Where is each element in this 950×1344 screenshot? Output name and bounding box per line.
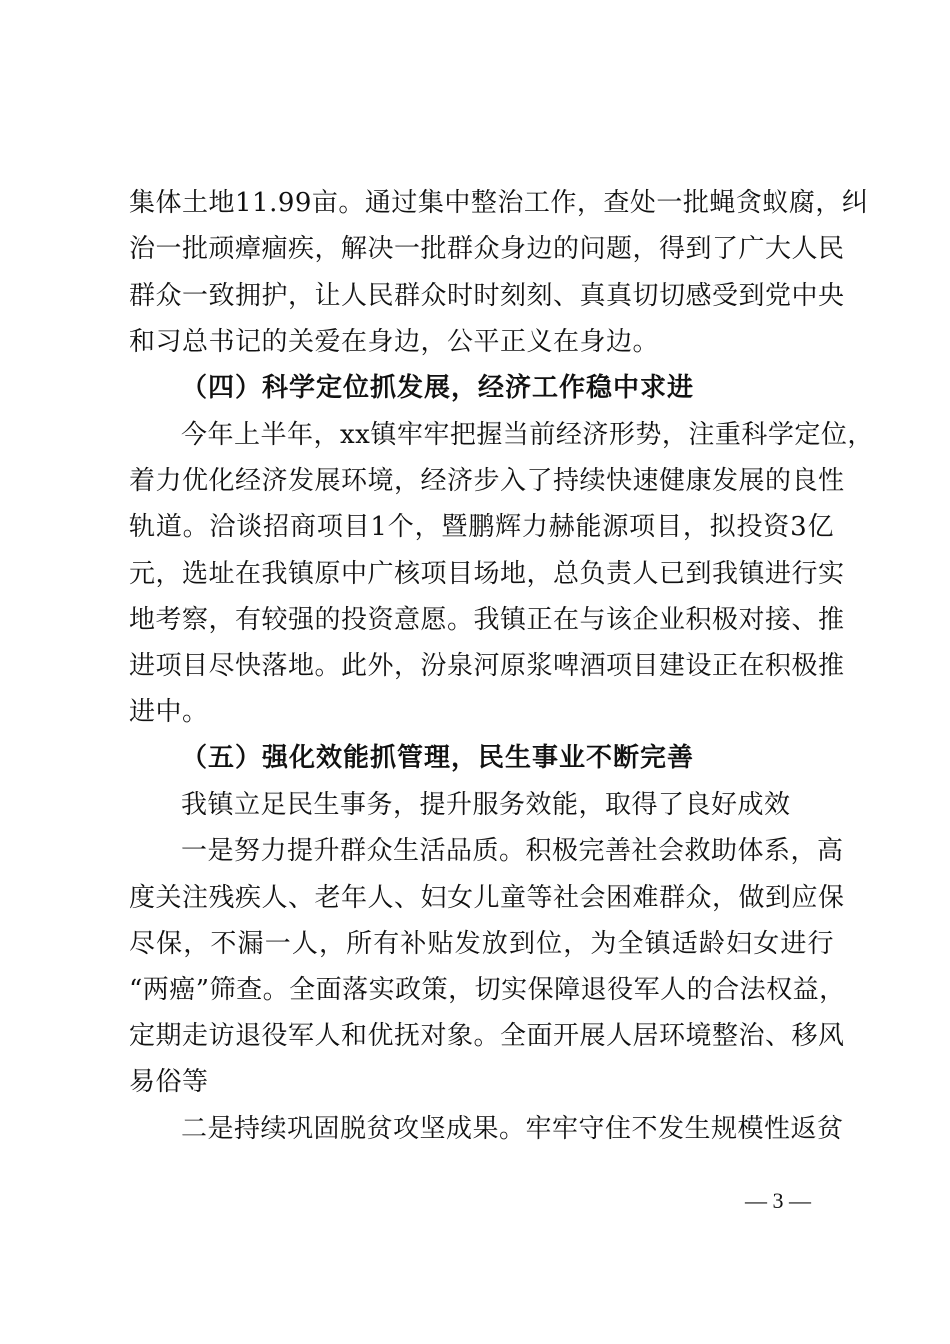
paragraph-line: 一是努力提升群众生活品质。积极完善社会救助体系，高 <box>181 836 844 866</box>
paragraph-line: “两癌”筛查。全面落实政策，切实保障退役军人的合法权益， <box>129 975 846 1005</box>
page-number: — 3 — <box>745 1188 811 1213</box>
paragraph-line: 轨道。洽谈招商项目1个，暨鹏辉力赫能源项目，拟投资3亿 <box>129 512 834 542</box>
paragraph-line: 治一批顽瘴痼疾，解决一批群众身边的问题，得到了广大人民 <box>129 234 845 264</box>
paragraph-line: 度关注残疾人、老年人、妇女儿童等社会困难群众，做到应保 <box>129 883 845 913</box>
paragraph-line: 定期走访退役军人和优抚对象。全面开展人居环境整治、移风 <box>129 1021 845 1051</box>
paragraph-line: 集体土地11.99亩。通过集中整治工作，查处一批蝇贪蚁腐，纠 <box>129 188 869 218</box>
paragraph-line: 易俗等 <box>129 1067 209 1097</box>
paragraph-line: 元，选址在我镇原中广核项目场地，总负责人已到我镇进行实 <box>129 559 845 589</box>
paragraph-line: 进中。 <box>129 697 209 727</box>
paragraph-line: 我镇立足民生事务，提升服务效能，取得了良好成效 <box>181 790 791 820</box>
paragraph-line: 和习总书记的关爱在身边，公平正义在身边。 <box>129 327 660 357</box>
paragraph-line: 群众一致拥护，让人民群众时时刻刻、真真切切感受到党中央 <box>129 281 845 311</box>
section-heading-5: （五）强化效能抓管理，民生事业不断完善 <box>181 743 695 773</box>
paragraph-line: 进项目尽快落地。此外，汾泉河原浆啤酒项目建设正在积极推 <box>129 651 845 681</box>
paragraph-line: 二是持续巩固脱贫攻坚成果。牢牢守住不发生规模性返贫 <box>181 1114 844 1144</box>
paragraph-line: 今年上半年，xx镇牢牢把握当前经济形势，注重科学定位， <box>181 420 874 450</box>
paragraph-line: 地考察，有较强的投资意愿。我镇正在与该企业积极对接、推 <box>129 605 845 635</box>
section-heading-4: （四）科学定位抓发展，经济工作稳中求进 <box>181 373 695 403</box>
paragraph-line: 尽保，不漏一人，所有补贴发放到位，为全镇适龄妇女进行 <box>129 929 834 959</box>
paragraph-line: 着力优化经济发展环境，经济步入了持续快速健康发展的良性 <box>129 466 845 496</box>
